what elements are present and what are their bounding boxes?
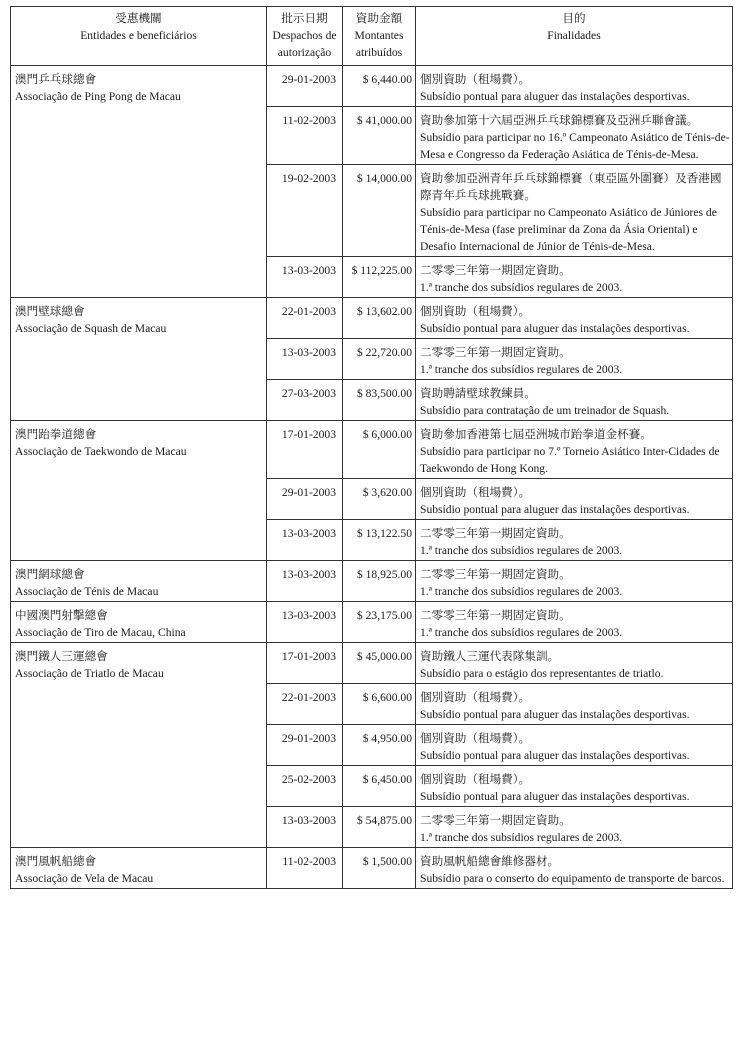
entity-cell bbox=[11, 561, 267, 602]
date-cell: 22-01-2003 bbox=[267, 298, 343, 339]
purpose-pt: Subsídio para participar no 16.º Campeonato Asiático de Ténis-de-Mesa e Congresso da Federação Asiática de Ténis-de-Mesa. bbox=[420, 131, 730, 161]
header-amount-zh: 資助金額 bbox=[355, 12, 403, 25]
entity-name-zh: 中國澳門射擊總會 bbox=[15, 609, 108, 622]
purpose-zh: 二零零三年第一期固定資助。 bbox=[420, 346, 571, 359]
date-cell: 13-03-2003 bbox=[267, 339, 343, 380]
amount-cell: $ 45,000.00 bbox=[343, 643, 416, 684]
purpose-pt: 1.ª tranche dos subsídios regulares de 2003. bbox=[420, 363, 623, 376]
amount-cell: $ 54,875.00 bbox=[343, 807, 416, 848]
date-cell: 27-03-2003 bbox=[267, 380, 343, 421]
purpose-zh: 資助參加香港第七屆亞洲城市跆拳道金杯賽。 bbox=[420, 428, 652, 441]
purpose-cell bbox=[416, 107, 733, 165]
table-row bbox=[11, 848, 733, 889]
purpose-pt: Subsídio pontual para aluguer das instalações desportivas. bbox=[420, 708, 690, 721]
entity-cell bbox=[11, 848, 267, 889]
header-date-pt-2: autorização bbox=[277, 46, 332, 59]
purpose-zh: 個別資助（租場費）。 bbox=[420, 732, 531, 745]
amount-cell: $ 6,000.00 bbox=[343, 421, 416, 479]
table-row bbox=[11, 298, 733, 339]
purpose-cell bbox=[416, 421, 733, 479]
entity-cell bbox=[11, 602, 267, 643]
date-cell: 13-03-2003 bbox=[267, 602, 343, 643]
entity-name-pt: Associação de Squash de Macau bbox=[15, 322, 167, 335]
amount-cell: $ 6,600.00 bbox=[343, 684, 416, 725]
date-cell: 22-01-2003 bbox=[267, 684, 343, 725]
purpose-pt: Subsídio para o estágio dos representantes de triatlo. bbox=[420, 667, 664, 680]
entity-name-zh: 澳門跆拳道總會 bbox=[15, 428, 97, 441]
purpose-pt: Subsídio pontual para aluguer das instalações desportivas. bbox=[420, 322, 690, 335]
entity-name-pt: Associação de Ténis de Macau bbox=[15, 585, 159, 598]
amount-cell: $ 23,175.00 bbox=[343, 602, 416, 643]
purpose-cell bbox=[416, 684, 733, 725]
entity-cell bbox=[11, 643, 267, 848]
purpose-cell bbox=[416, 725, 733, 766]
purpose-zh: 個別資助（租場費）。 bbox=[420, 486, 531, 499]
entity-cell bbox=[11, 298, 267, 421]
amount-cell: $ 22,720.00 bbox=[343, 339, 416, 380]
amount-cell: $ 14,000.00 bbox=[343, 165, 416, 257]
amount-cell: $ 41,000.00 bbox=[343, 107, 416, 165]
purpose-zh: 個別資助（租場費）。 bbox=[420, 773, 531, 786]
date-cell: 29-01-2003 bbox=[267, 725, 343, 766]
purpose-pt: 1.ª tranche dos subsídios regulares de 2003. bbox=[420, 831, 623, 844]
amount-cell: $ 6,450.00 bbox=[343, 766, 416, 807]
date-cell: 17-01-2003 bbox=[267, 643, 343, 684]
table-row bbox=[11, 421, 733, 479]
header-date bbox=[267, 7, 343, 66]
date-cell: 25-02-2003 bbox=[267, 766, 343, 807]
purpose-zh: 二零零三年第一期固定資助。 bbox=[420, 264, 571, 277]
header-purpose bbox=[416, 7, 733, 66]
table-row bbox=[11, 643, 733, 684]
purpose-pt: Subsídio pontual para aluguer das instalações desportivas. bbox=[420, 749, 690, 762]
purpose-pt: 1.ª tranche dos subsídios regulares de 2003. bbox=[420, 544, 623, 557]
purpose-pt: Subsídio pontual para aluguer das instalações desportivas. bbox=[420, 90, 690, 103]
purpose-cell bbox=[416, 66, 733, 107]
purpose-cell bbox=[416, 848, 733, 889]
header-purpose-zh: 目的 bbox=[562, 12, 586, 25]
header-date-pt-1: Despachos de bbox=[272, 29, 337, 42]
header-entity bbox=[11, 7, 267, 66]
purpose-zh: 資助風帆船總會維修器材。 bbox=[420, 855, 560, 868]
entity-name-zh: 澳門網球總會 bbox=[15, 568, 85, 581]
purpose-zh: 資助鐵人三運代表隊集訓。 bbox=[420, 650, 560, 663]
header-entity-pt: Entidades e beneficiários bbox=[80, 29, 197, 42]
amount-cell: $ 18,925.00 bbox=[343, 561, 416, 602]
purpose-zh: 資助參加第十六屆亞洲乒乓球錦標賽及亞洲乒聯會議。 bbox=[420, 114, 699, 127]
purpose-zh: 個別資助（租場費）。 bbox=[420, 305, 531, 318]
entity-cell bbox=[11, 421, 267, 561]
table-body bbox=[11, 66, 733, 889]
entity-name-pt: Associação de Ping Pong de Macau bbox=[15, 90, 181, 103]
purpose-cell bbox=[416, 380, 733, 421]
amount-cell: $ 6,440.00 bbox=[343, 66, 416, 107]
purpose-pt: Subsídio para o conserto do equipamento de transporte de barcos. bbox=[420, 872, 725, 885]
entity-name-zh: 澳門鐵人三運總會 bbox=[15, 650, 108, 663]
date-cell: 11-02-2003 bbox=[267, 848, 343, 889]
entity-name-zh: 澳門乒乓球總會 bbox=[15, 73, 97, 86]
purpose-zh: 資助聘請壁球教練員。 bbox=[420, 387, 536, 400]
purpose-pt: Subsídio pontual para aluguer das instalações desportivas. bbox=[420, 790, 690, 803]
entity-name-pt: Associação de Triatlo de Macau bbox=[15, 667, 164, 680]
purpose-pt: Subsídio para participar no 7.º Torneio Asiático Inter-Cidades de Taekwondo de Hong Kong. bbox=[420, 445, 720, 475]
purpose-zh: 二零零三年第一期固定資助。 bbox=[420, 814, 571, 827]
purpose-pt: Subsídio pontual para aluguer das instalações desportivas. bbox=[420, 503, 690, 516]
date-cell: 13-03-2003 bbox=[267, 807, 343, 848]
amount-cell: $ 13,122.50 bbox=[343, 520, 416, 561]
amount-cell: $ 4,950.00 bbox=[343, 725, 416, 766]
date-cell: 19-02-2003 bbox=[267, 165, 343, 257]
purpose-zh: 個別資助（租場費）。 bbox=[420, 691, 531, 704]
header-date-zh: 批示日期 bbox=[281, 12, 328, 25]
header-amount bbox=[343, 7, 416, 66]
header-purpose-pt: Finalidades bbox=[547, 29, 601, 42]
amount-cell: $ 3,620.00 bbox=[343, 479, 416, 520]
subsidies-table bbox=[10, 6, 733, 889]
entity-cell bbox=[11, 66, 267, 298]
purpose-cell bbox=[416, 298, 733, 339]
amount-cell: $ 1,500.00 bbox=[343, 848, 416, 889]
header-entity-zh: 受惠機關 bbox=[115, 12, 162, 25]
purpose-zh: 二零零三年第一期固定資助。 bbox=[420, 527, 571, 540]
date-cell: 29-01-2003 bbox=[267, 66, 343, 107]
purpose-cell bbox=[416, 479, 733, 520]
purpose-cell bbox=[416, 339, 733, 380]
date-cell: 13-03-2003 bbox=[267, 520, 343, 561]
entity-name-zh: 澳門風帆船總會 bbox=[15, 855, 97, 868]
table-row bbox=[11, 561, 733, 602]
purpose-zh: 資助參加亞洲青年乒乓球錦標賽（東亞區外圍賽）及香港國際青年乒乓球挑戰賽。 bbox=[420, 172, 722, 202]
purpose-cell bbox=[416, 561, 733, 602]
amount-cell: $ 13,602.00 bbox=[343, 298, 416, 339]
entity-name-pt: Associação de Taekwondo de Macau bbox=[15, 445, 187, 458]
table-row bbox=[11, 602, 733, 643]
date-cell: 17-01-2003 bbox=[267, 421, 343, 479]
table-header bbox=[11, 7, 733, 66]
date-cell: 29-01-2003 bbox=[267, 479, 343, 520]
purpose-zh: 個別資助（租場費）。 bbox=[420, 73, 531, 86]
date-cell: 13-03-2003 bbox=[267, 257, 343, 298]
purpose-pt: 1.ª tranche dos subsídios regulares de 2003. bbox=[420, 626, 623, 639]
entity-name-pt: Associação de Vela de Macau bbox=[15, 872, 154, 885]
purpose-pt: Subsídio para participar no Campeonato Asiático de Júniores de Ténis-de-Mesa (fase preliminar da Zona da Ásia Oriental) e Desafio Internacional de Júnior de Ténis-de-Mesa. bbox=[420, 206, 717, 253]
purpose-cell bbox=[416, 520, 733, 561]
date-cell: 13-03-2003 bbox=[267, 561, 343, 602]
date-cell: 11-02-2003 bbox=[267, 107, 343, 165]
purpose-pt: 1.ª tranche dos subsídios regulares de 2003. bbox=[420, 281, 623, 294]
header-amount-pt-1: Montantes bbox=[354, 29, 404, 42]
purpose-zh: 二零零三年第一期固定資助。 bbox=[420, 609, 571, 622]
purpose-cell bbox=[416, 165, 733, 257]
entity-name-pt: Associação de Tiro de Macau, China bbox=[15, 626, 186, 639]
purpose-pt: 1.ª tranche dos subsídios regulares de 2003. bbox=[420, 585, 623, 598]
purpose-pt: Subsídio para contratação de um treinador de Squash. bbox=[420, 404, 670, 417]
table-row bbox=[11, 66, 733, 107]
purpose-zh: 二零零三年第一期固定資助。 bbox=[420, 568, 571, 581]
purpose-cell bbox=[416, 807, 733, 848]
purpose-cell bbox=[416, 643, 733, 684]
entity-name-zh: 澳門壁球總會 bbox=[15, 305, 85, 318]
amount-cell: $ 83,500.00 bbox=[343, 380, 416, 421]
header-amount-pt-2: atribuídos bbox=[355, 46, 403, 59]
purpose-cell bbox=[416, 257, 733, 298]
purpose-cell bbox=[416, 602, 733, 643]
amount-cell: $ 112,225.00 bbox=[343, 257, 416, 298]
purpose-cell bbox=[416, 766, 733, 807]
